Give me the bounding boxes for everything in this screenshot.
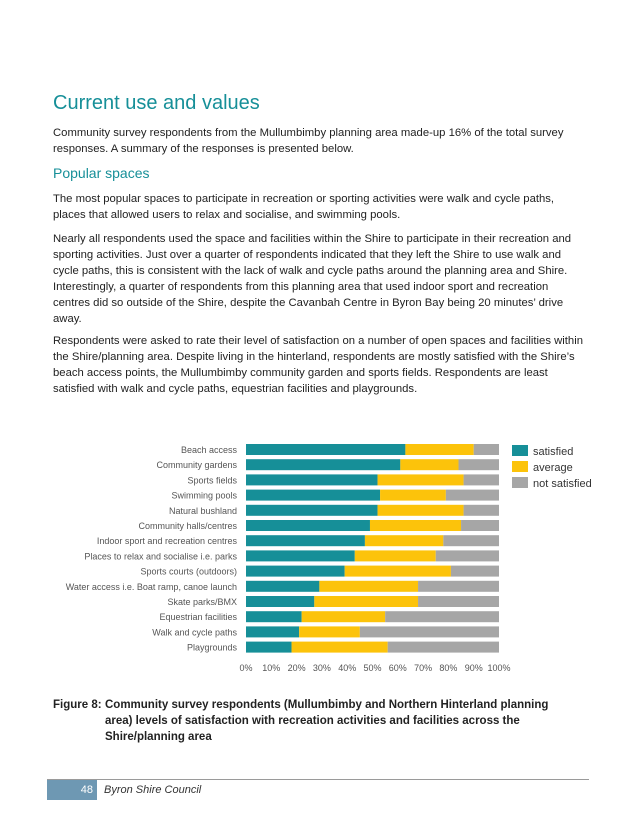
bar-places-to-relax-and-socialise-i-e-parks-satisfied — [246, 550, 355, 561]
page-number: 48 — [47, 780, 97, 800]
bar-community-gardens-not-satisfied — [459, 459, 499, 470]
bar-equestrian-facilities-average — [302, 611, 385, 622]
figure-caption-text: Community survey respondents (Mullumbimby and Northern Hinterland planning area) levels of satisfaction with recreation activities and facilities across the Shire/planning area — [105, 699, 549, 743]
bar-swimming-pools-satisfied — [246, 490, 380, 501]
bar-community-halls-centres-satisfied — [246, 520, 370, 531]
bar-beach-access-average — [405, 444, 473, 455]
x-tick-label: 80% — [439, 662, 458, 673]
category-label: Indoor sport and recreation centres — [96, 536, 237, 547]
category-label: Water access i.e. Boat ramp, canoe launch — [65, 581, 237, 592]
category-label: Natural bushland — [168, 505, 237, 516]
footer-organisation: Byron Shire Council — [104, 784, 202, 796]
bar-walk-and-cycle-paths-not-satisfied — [360, 626, 499, 637]
bar-community-gardens-average — [400, 459, 458, 470]
bar-walk-and-cycle-paths-average — [299, 626, 360, 637]
body-paragraph-1: The most popular spaces to participate in recreation or sporting activities were walk and cycle paths, places that allowed users to relax and socialise, and swimming pools. — [53, 193, 555, 221]
bar-indoor-sport-and-recreation-centres-not-satisfied — [443, 535, 499, 546]
bar-sports-fields-average — [378, 474, 464, 485]
category-label: Beach access — [180, 445, 237, 455]
x-tick-label: 50% — [363, 662, 382, 673]
category-label: Sports fields — [187, 475, 237, 486]
x-tick-label: 30% — [312, 662, 331, 673]
bar-playgrounds-satisfied — [246, 642, 292, 653]
category-label: Swimming pools — [171, 490, 237, 501]
bar-community-halls-centres-average — [370, 520, 461, 531]
category-label: Sports courts (outdoors) — [140, 566, 237, 577]
category-label: Places to relax and socialise i.e. parks — [84, 551, 237, 562]
x-tick-label: 60% — [388, 662, 407, 673]
x-tick-label: 70% — [414, 662, 433, 673]
bar-skate-parks-bmx-not-satisfied — [418, 596, 499, 607]
bar-indoor-sport-and-recreation-centres-average — [365, 535, 443, 546]
bar-natural-bushland-average — [378, 505, 464, 516]
chart-category-labels — [66, 445, 238, 653]
category-label: Playgrounds — [186, 642, 237, 653]
bar-sports-fields-satisfied — [246, 474, 378, 485]
bar-sports-courts-outdoors-average — [345, 566, 451, 577]
category-label: Community gardens — [156, 460, 237, 471]
bar-equestrian-facilities-not-satisfied — [385, 611, 499, 622]
chart-x-axis — [239, 663, 510, 673]
x-tick-label: 10% — [262, 662, 281, 673]
legend-swatch-satisfied — [512, 445, 528, 456]
x-tick-label: 90% — [464, 662, 483, 673]
bar-water-access-i-e-boat-ramp-canoe-launch-average — [319, 581, 418, 592]
legend-label-satisfied: satisfied — [533, 446, 574, 458]
bar-swimming-pools-average — [380, 490, 446, 501]
x-tick-label: 0% — [239, 662, 253, 673]
bar-places-to-relax-and-socialise-i-e-parks-average — [355, 550, 436, 561]
category-label: Walk and cycle paths — [152, 627, 237, 638]
bar-walk-and-cycle-paths-satisfied — [246, 626, 299, 637]
bar-beach-access-satisfied — [246, 444, 405, 455]
legend-swatch-average — [512, 461, 528, 472]
x-tick-label: 100% — [487, 662, 511, 673]
bar-natural-bushland-not-satisfied — [464, 505, 499, 516]
bar-swimming-pools-not-satisfied — [446, 490, 499, 501]
body-paragraph-3: Respondents were asked to rate their level of satisfaction on a number of open spaces and facilities within the Shire/planning area. Despite living in the hinterland, respondents are mostly satisfied with the Shire’s beach access points, the Mullumbimby community garden and sports fields. Respondents are least satisfied with walk and cycle paths, equestrian facilities and playgrounds. — [53, 335, 583, 395]
bar-water-access-i-e-boat-ramp-canoe-launch-not-satisfied — [418, 581, 499, 592]
figure-caption — [53, 697, 573, 745]
bar-sports-courts-outdoors-not-satisfied — [451, 566, 499, 577]
bar-playgrounds-not-satisfied — [388, 642, 499, 653]
body-paragraph-2: Nearly all respondents used the space and facilities within the Shire to participate in their recreation and sporting activities. Just over a quarter of respondents indicated that they left the Shire to use walk and cycle paths, this is consistent with the lack of walk and cycle paths around the planning area and Shire. Interestingly, a quarter of respondents from this planning area that used indoor sport and recreation centres did so outside of the Shire, despite the Cavanbah Centre in Byron Bay being 20 minutes’ drive away. — [53, 233, 572, 325]
satisfaction-bar-chart — [0, 435, 637, 685]
figure-number: Figure 8: — [53, 699, 102, 711]
category-label: Skate parks/BMX — [167, 597, 237, 607]
bar-skate-parks-bmx-satisfied — [246, 596, 314, 607]
x-tick-label: 20% — [287, 662, 306, 673]
bar-playgrounds-average — [292, 642, 388, 653]
bar-sports-fields-not-satisfied — [464, 474, 499, 485]
bar-community-halls-centres-not-satisfied — [461, 520, 499, 531]
x-tick-label: 40% — [338, 662, 357, 673]
legend-label-average: average — [533, 462, 573, 474]
chart-bars — [246, 444, 499, 653]
chart-legend — [512, 445, 592, 490]
footer-divider — [47, 779, 589, 780]
section-heading: Popular spaces — [53, 165, 150, 181]
page-title: Current use and values — [53, 92, 260, 114]
bar-places-to-relax-and-socialise-i-e-parks-not-satisfied — [436, 550, 499, 561]
legend-swatch-not-satisfied — [512, 477, 528, 488]
bar-community-gardens-satisfied — [246, 459, 400, 470]
category-label: Community halls/centres — [138, 521, 237, 531]
legend-label-not-satisfied: not satisfied — [533, 478, 592, 490]
bar-skate-parks-bmx-average — [314, 596, 418, 607]
bar-water-access-i-e-boat-ramp-canoe-launch-satisfied — [246, 581, 319, 592]
bar-indoor-sport-and-recreation-centres-satisfied — [246, 535, 365, 546]
bar-equestrian-facilities-satisfied — [246, 611, 302, 622]
category-label: Equestrian facilities — [159, 612, 237, 623]
bar-natural-bushland-satisfied — [246, 505, 378, 516]
intro-paragraph: Community survey respondents from the Mullumbimby planning area made-up 16% of the total survey responses. A summary of the responses is presented below. — [53, 127, 564, 155]
bar-sports-courts-outdoors-satisfied — [246, 566, 345, 577]
bar-beach-access-not-satisfied — [474, 444, 499, 455]
